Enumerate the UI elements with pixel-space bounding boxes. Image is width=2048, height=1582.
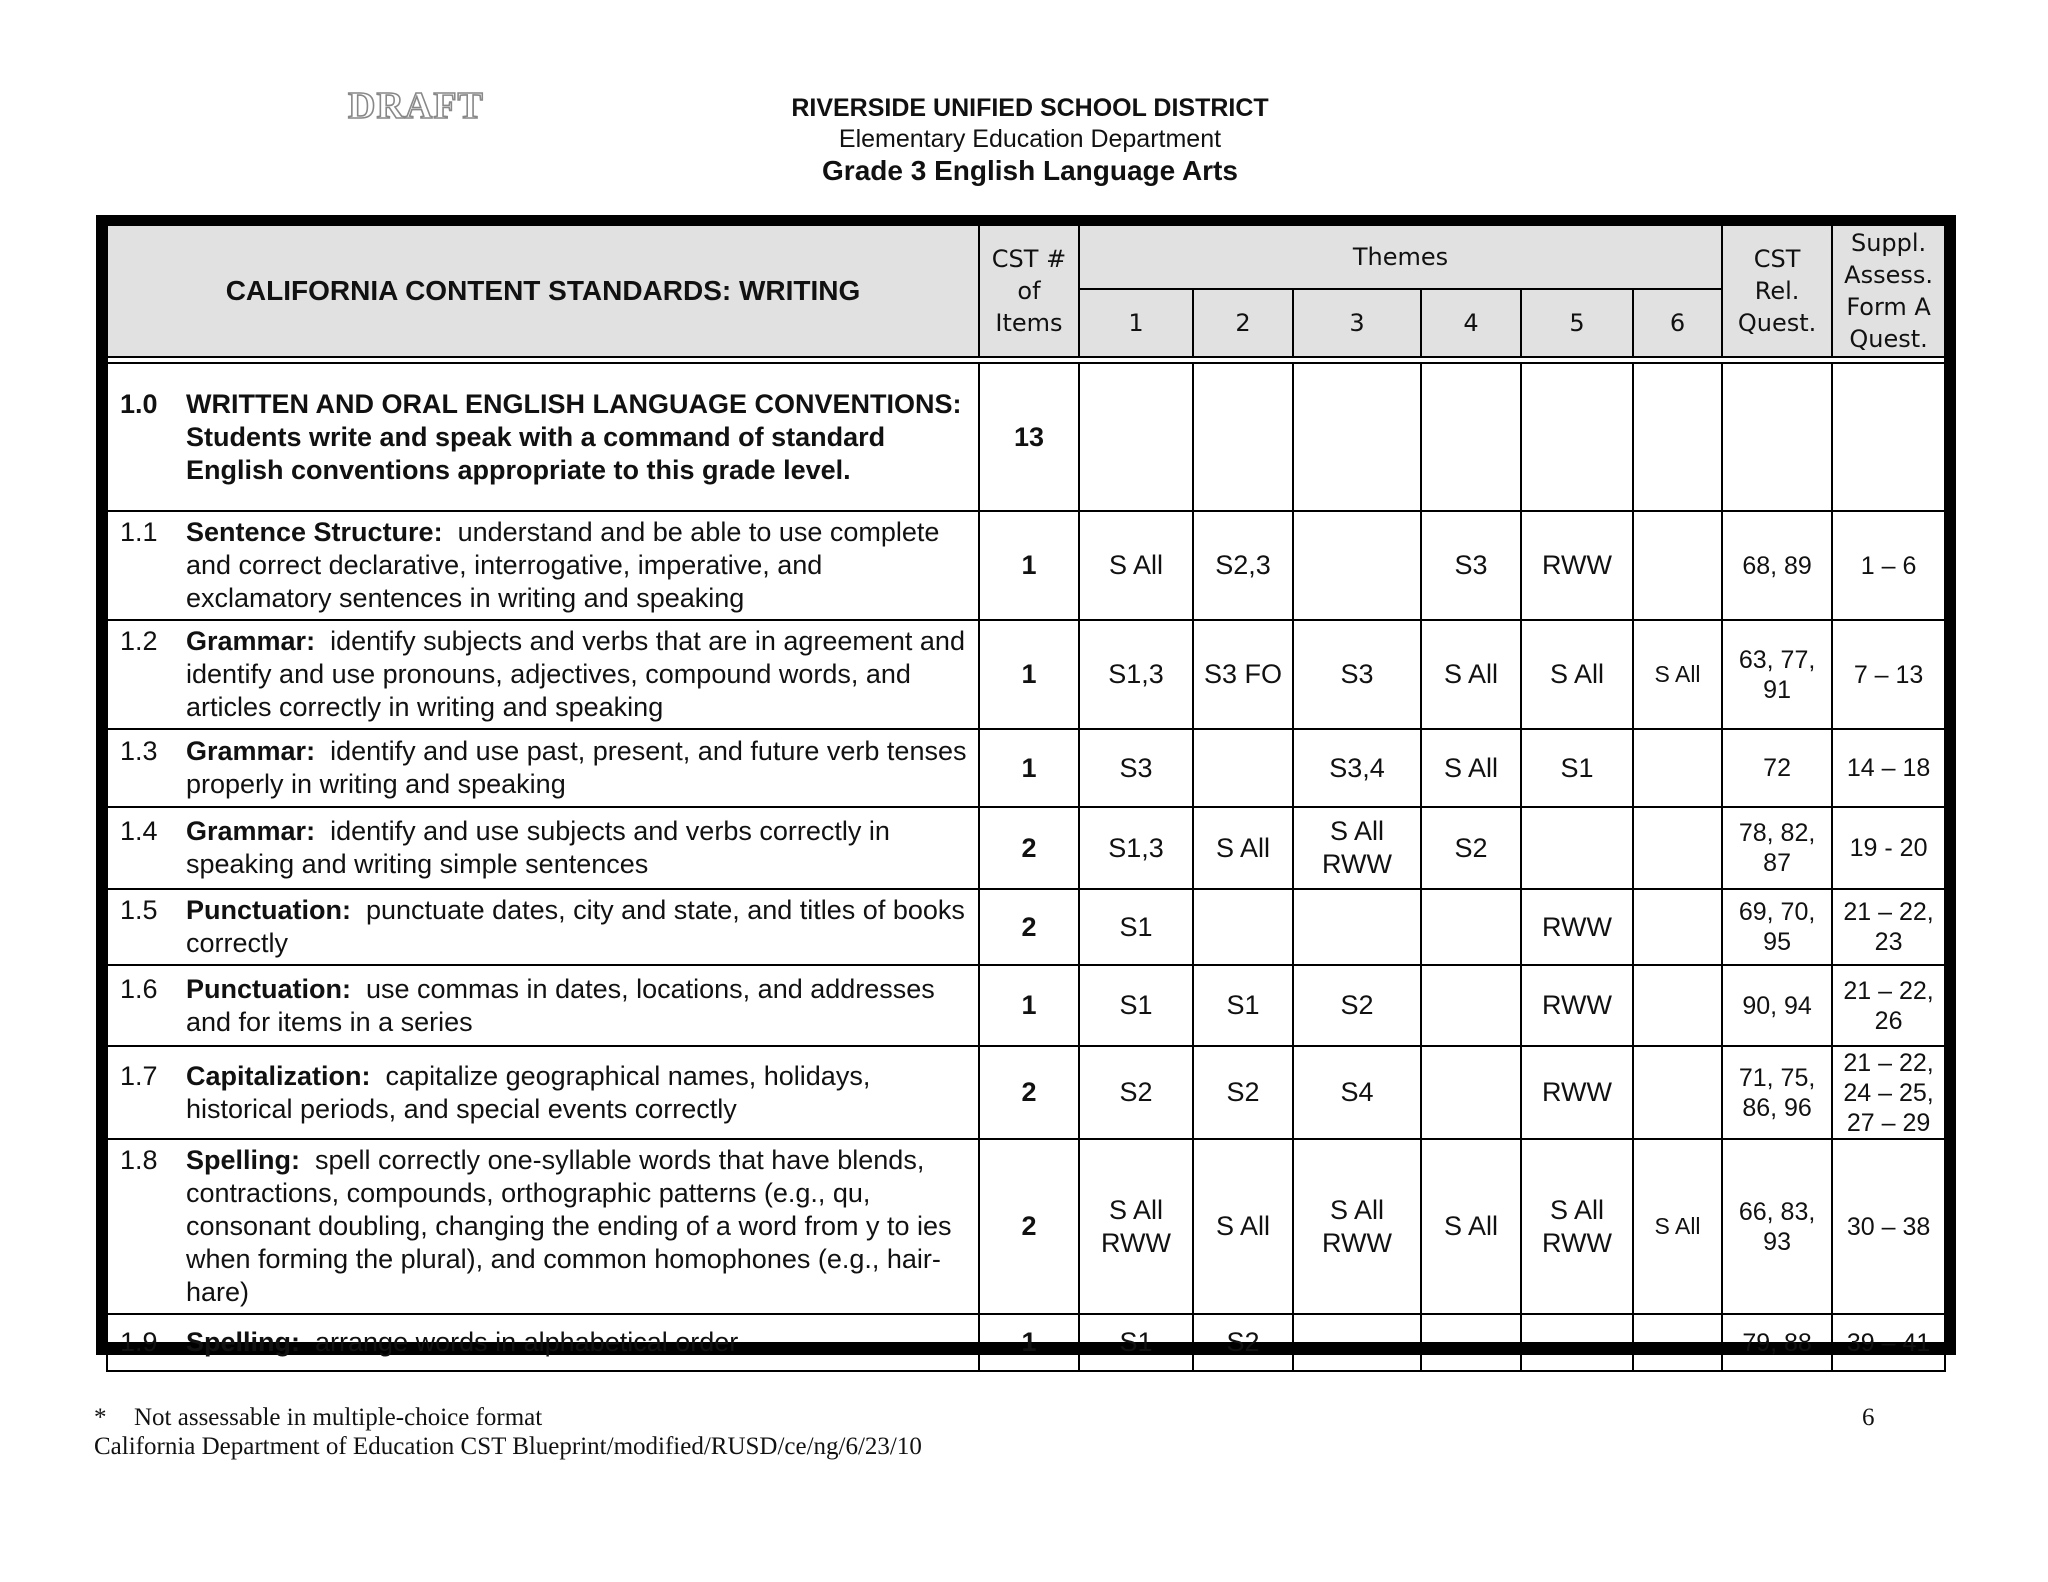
theme-1-cell: S1 [1079,889,1193,965]
theme-6-cell [1633,729,1722,807]
standard-description [107,965,979,1046]
standards-table [106,224,1946,1372]
standard-row [107,889,1945,965]
theme-5-cell: S All [1521,620,1633,729]
cst-rel-quest: 78, 82, 87 [1722,807,1832,889]
theme-3-cell [1293,511,1421,620]
standard-row [107,965,1945,1046]
theme-3-cell: S3,4 [1293,729,1421,807]
standard-description [107,620,979,729]
theme-number-1: 1 [1079,289,1193,357]
theme-4-cell [1421,965,1521,1046]
theme-1-cell: S3 [1079,729,1193,807]
theme-1-cell: S1,3 [1079,807,1193,889]
theme-5-cell [1521,363,1633,511]
suppl-assess-quest: 21 – 22, 26 [1832,965,1945,1046]
theme-2-cell: S2 [1193,1046,1293,1139]
suppl-assess-quest: 21 – 22, 24 – 25, 27 – 29 [1832,1046,1945,1139]
suppl-assess-quest: 1 – 6 [1832,511,1945,620]
cst-items: 1 [979,1314,1079,1371]
department-name: Elementary Education Department [838,125,1222,153]
cst-rel-quest: 90, 94 [1722,965,1832,1046]
standard-number: 1.8 [120,1145,158,1175]
standard-description [107,1139,979,1314]
cst-items: 2 [979,807,1079,889]
standard-label: Sentence Structure: [186,517,443,547]
standard-description [107,511,979,620]
theme-number-5: 5 [1521,289,1633,357]
theme-number-4: 4 [1421,289,1521,357]
suppl-assess-quest: 21 – 22, 23 [1832,889,1945,965]
theme-5-cell [1521,1314,1633,1371]
cst-rel-quest: 66, 83, 93 [1722,1139,1832,1314]
cst-rel-quest: 79, 88 [1722,1314,1832,1371]
cst-rel-quest [1722,363,1832,511]
theme-1-cell: S1 [1079,965,1193,1046]
standard-description [107,1314,979,1371]
theme-4-cell: S3 [1421,511,1521,620]
theme-5-cell: RWW [1521,511,1633,620]
standard-text: use commas in dates, locations, and addresses and for items in a series [186,973,935,1037]
standard-row [107,620,1945,729]
standard-number: 1.1 [120,517,158,547]
theme-2-cell [1193,363,1293,511]
standard-label: Grammar: [186,816,316,846]
cst-items: 1 [979,511,1079,620]
standard-text: understand and be able to use complete and correct declarative, interrogative, imperative, and exclamatory sentences in writing and speaking [186,517,940,613]
theme-6-cell [1633,807,1722,889]
course-title: Grade 3 English Language Arts [822,155,1238,186]
theme-6-cell: S All [1633,620,1722,729]
standard-description [107,889,979,965]
standard-label: Grammar: [186,626,316,656]
standard-number: 1.7 [120,1060,158,1091]
theme-number-6: 6 [1633,289,1722,357]
cst-rel-quest: 71, 75, 86, 96 [1722,1046,1832,1139]
col-themes: Themes [1079,225,1722,289]
theme-4-cell [1421,1314,1521,1371]
standard-text: arrange words in alphabetical order [315,1327,739,1357]
theme-4-cell: S All [1421,1139,1521,1314]
cst-items: 2 [979,1139,1079,1314]
theme-2-cell: S2 [1193,1314,1293,1371]
theme-1-cell [1079,363,1193,511]
suppl-assess-quest: 39 – 41 [1832,1314,1945,1371]
theme-4-cell [1421,363,1521,511]
col-suppl: Suppl. Assess. Form A Quest. [1832,225,1945,357]
cst-rel-quest: 69, 70, 95 [1722,889,1832,965]
theme-1-cell: S All RWW [1079,1139,1193,1314]
theme-4-cell: S All [1421,620,1521,729]
theme-5-cell: RWW [1521,965,1633,1046]
standard-row [107,1046,1945,1139]
theme-6-cell: S All [1633,1139,1722,1314]
standard-number: 1.9 [120,1327,158,1357]
standard-text: spell correctly one-syllable words that have blends, contractions, compounds, orthographic patterns (e.g., qu, consonant doubling, changing the ending of a word from y to ies when forming the plural), and common homophones (e.g., hair-hare) [186,1145,952,1307]
theme-5-cell: S All RWW [1521,1139,1633,1314]
theme-4-cell [1421,1046,1521,1139]
theme-6-cell [1633,1314,1722,1371]
theme-5-cell: RWW [1521,1046,1633,1139]
theme-2-cell: S2,3 [1193,511,1293,620]
draft-watermark: DRAFT [348,85,484,127]
standard-number: 1.0 [120,388,158,419]
theme-6-cell [1633,965,1722,1046]
theme-2-cell: S1 [1193,965,1293,1046]
district-name: RIVERSIDE UNIFIED SCHOOL DISTRICT [791,94,1269,122]
standard-text: identify and use past, present, and future verb tenses properly in writing and speaking [186,736,967,799]
theme-2-cell: S All [1193,1139,1293,1314]
theme-2-cell [1193,729,1293,807]
footnote: * Not assessable in multiple-choice format [94,1404,543,1431]
theme-6-cell [1633,363,1722,511]
standard-text: punctuate dates, city and state, and titles of books correctly [186,895,965,958]
standard-row [107,511,1945,620]
standard-description [107,807,979,889]
col-cst-items: CST # of Items [979,225,1079,357]
standard-description [107,363,979,511]
theme-4-cell: S All [1421,729,1521,807]
standard-row [107,1139,1945,1314]
theme-5-cell: S1 [1521,729,1633,807]
theme-number-2: 2 [1193,289,1293,357]
theme-2-cell [1193,889,1293,965]
theme-6-cell [1633,511,1722,620]
theme-6-cell [1633,1046,1722,1139]
cst-rel-quest: 72 [1722,729,1832,807]
theme-3-cell [1293,889,1421,965]
theme-1-cell: S1,3 [1079,620,1193,729]
standard-text: capitalize geographical names, holidays, historical periods, and special events correctly [186,1060,871,1124]
standard-number: 1.3 [120,736,158,766]
theme-1-cell: S2 [1079,1046,1193,1139]
standard-label: Grammar: [186,736,316,766]
standard-row [107,807,1945,889]
theme-3-cell: S All RWW [1293,1139,1421,1314]
standards-table-frame [96,215,1956,1355]
theme-6-cell [1633,889,1722,965]
standard-row [107,729,1945,807]
standard-number: 1.6 [120,973,158,1004]
theme-3-cell [1293,363,1421,511]
table-title: CALIFORNIA CONTENT STANDARDS: WRITING [107,225,979,357]
theme-2-cell: S All [1193,807,1293,889]
source-note: California Department of Education CST Blueprint/modified/RUSD/ce/ng/6/23/10 [94,1433,922,1460]
cst-items: 1 [979,620,1079,729]
theme-5-cell: RWW [1521,889,1633,965]
suppl-assess-quest: 30 – 38 [1832,1139,1945,1314]
standard-label: Punctuation: [186,895,351,925]
theme-3-cell: S2 [1293,965,1421,1046]
standard-row [107,363,1945,511]
standard-text: identify and use subjects and verbs correctly in speaking and writing simple sentences [186,816,890,879]
theme-3-cell: S All RWW [1293,807,1421,889]
theme-1-cell: S All [1079,511,1193,620]
cst-items: 2 [979,1046,1079,1139]
standard-row [107,1314,1945,1371]
cst-items: 1 [979,729,1079,807]
cst-items: 1 [979,965,1079,1046]
theme-1-cell: S1 [1079,1314,1193,1371]
suppl-assess-quest [1832,363,1945,511]
standard-label: Spelling: [186,1327,300,1357]
theme-3-cell [1293,1314,1421,1371]
page-number: 6 [1862,1404,1875,1431]
standard-label: Punctuation: [186,973,351,1004]
standard-text: Students write and speak with a command of standard English conventions appropriate to this grade level. [186,421,886,485]
standard-number: 1.2 [120,626,158,656]
cst-items: 2 [979,889,1079,965]
standard-label: Capitalization: [186,1060,371,1091]
col-cst-rel: CST Rel. Quest. [1722,225,1832,357]
standard-label: Spelling: [186,1145,300,1175]
cst-rel-quest: 63, 77, 91 [1722,620,1832,729]
suppl-assess-quest: 7 – 13 [1832,620,1945,729]
standard-description [107,729,979,807]
theme-3-cell: S3 [1293,620,1421,729]
standard-text: identify subjects and verbs that are in agreement and identify and use pronouns, adjectives, compound words, and articles correctly in writing and speaking [186,626,965,722]
standard-number: 1.4 [120,816,158,846]
suppl-assess-quest: 14 – 18 [1832,729,1945,807]
standard-number: 1.5 [120,895,158,925]
theme-4-cell [1421,889,1521,965]
theme-3-cell: S4 [1293,1046,1421,1139]
suppl-assess-quest: 19 - 20 [1832,807,1945,889]
cst-items: 13 [979,363,1079,511]
standard-description [107,1046,979,1139]
cst-rel-quest: 68, 89 [1722,511,1832,620]
theme-2-cell: S3 FO [1193,620,1293,729]
theme-number-3: 3 [1293,289,1421,357]
standard-label: WRITTEN AND ORAL ENGLISH LANGUAGE CONVENTIONS: [186,388,962,419]
theme-4-cell: S2 [1421,807,1521,889]
theme-5-cell [1521,807,1633,889]
